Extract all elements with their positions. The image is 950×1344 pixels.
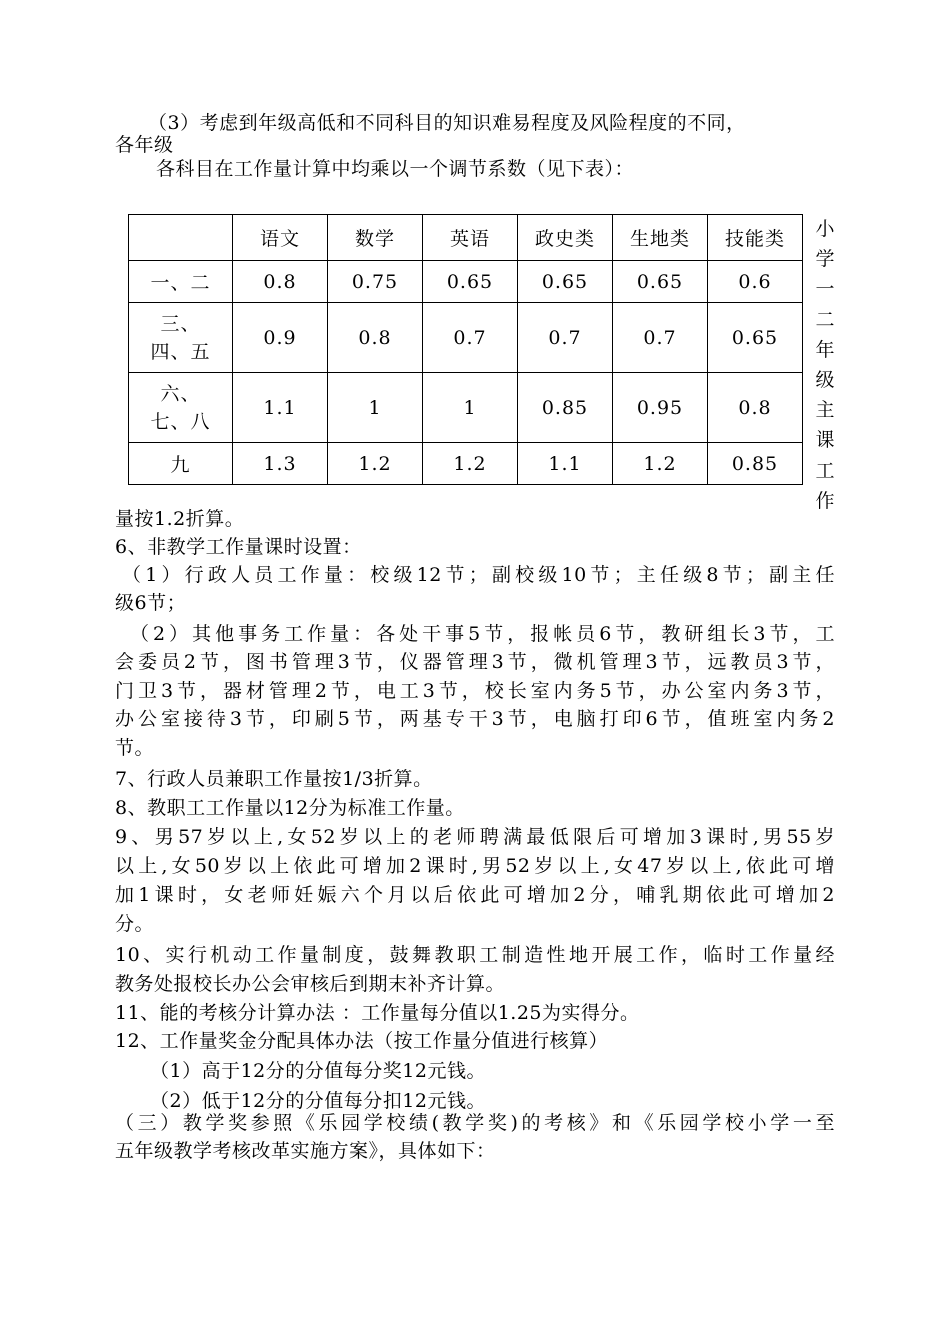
item9-line1: 9、男57岁以上,女52岁以上的老师聘满最低限后可增加3课时,男55岁: [115, 826, 835, 848]
item10-line2: 教务处报校长办公会审核后到期末补齐计算。: [115, 973, 506, 995]
side-note-char: 年: [815, 338, 835, 361]
value-cell: 0.85: [708, 443, 803, 485]
item6-p1-line1: （1）行政人员工作量：校级12节；副校级10节；主任级8节；副主任: [122, 564, 835, 586]
side-note-char: 一: [815, 278, 835, 301]
value-cell: 1.2: [328, 443, 423, 485]
side-note-char: 学: [815, 248, 835, 271]
item6-p2-line1: （2）其他事务工作量：各处干事5节，报帐员6节，教研组长3节，工: [130, 623, 835, 645]
side-note-char: 二: [815, 308, 835, 331]
item12-sub2: （2）低于12分的分值每分扣12元钱。: [150, 1090, 486, 1112]
value-cell: 0.8: [233, 261, 328, 303]
table-row: [129, 303, 803, 373]
item7-text: 7、行政人员兼职工作量按1/3折算。: [115, 768, 433, 790]
intro-line-3: 各科目在工作量计算中均乘以一个调节系数（见下表）：: [156, 158, 635, 180]
value-cell: 0.85: [518, 373, 613, 443]
value-cell: 1.2: [423, 443, 518, 485]
table-row: [129, 373, 803, 443]
value-cell: 0.75: [328, 261, 423, 303]
item9-line2: 以上,女50岁以上依此可增加2课时,男52岁以上,女47岁以上,依此可增: [115, 855, 835, 877]
side-note-vertical: [812, 214, 838, 516]
item6-p2-line5: 节。: [115, 737, 155, 759]
table-header-row: [129, 215, 803, 261]
intro-line-1: （3）考虑到年级高低和不同科目的知识难易程度及风险程度的不同，: [148, 112, 746, 134]
side-note-char: 作: [815, 489, 835, 512]
header-cell-math: 数学: [328, 215, 423, 261]
coefficient-table: [128, 214, 803, 485]
item11-text: 11、能的考核分计算办法 ：工作量每分值以1.25为实得分。: [115, 1002, 640, 1024]
value-cell: 0.7: [518, 303, 613, 373]
header-cell-english: 英语: [423, 215, 518, 261]
value-cell: 0.65: [423, 261, 518, 303]
side-note-char: 课: [815, 429, 835, 452]
value-cell: 0.65: [708, 303, 803, 373]
item6-p2-line3: 门卫3节，器材管理2节，电工3节，校长室内务5节，办公室内务3节，: [115, 680, 835, 702]
value-cell: 0.7: [613, 303, 708, 373]
side-note-char: 级: [815, 369, 835, 392]
section3-line2: 五年级教学考核改革实施方案》，具体如下：: [115, 1140, 496, 1162]
item6-p2-line2: 会委员2节，图书管理3节，仪器管理3节，微机管理3节，远教员3节，: [115, 651, 835, 673]
item12-title: 12、工作量奖金分配具体办法（按工作量分值进行核算）: [115, 1030, 609, 1052]
value-cell: 0.8: [328, 303, 423, 373]
grade-cell: 一、二: [129, 261, 233, 303]
value-cell: 1: [328, 373, 423, 443]
value-cell: 1: [423, 373, 518, 443]
item9-line3: 加1课时，女老师妊娠六个月以后依此可增加2分，哺乳期依此可增加2: [115, 884, 835, 906]
item6-title: 6、非教学工作量课时设置：: [115, 536, 362, 558]
value-cell: 0.95: [613, 373, 708, 443]
value-cell: 0.65: [613, 261, 708, 303]
value-cell: 1.1: [233, 373, 328, 443]
item8-text: 8、教职工工作量以12分为标准工作量。: [115, 797, 465, 819]
header-cell-politics-history: 政史类: [518, 215, 613, 261]
item9-line4: 分。: [115, 913, 155, 935]
header-cell-skills: 技能类: [708, 215, 803, 261]
value-cell: 1.3: [233, 443, 328, 485]
value-cell: 0.65: [518, 261, 613, 303]
header-cell-chinese: 语文: [233, 215, 328, 261]
header-cell-empty: [129, 215, 233, 261]
section3-line1: （三）教学奖参照《乐园学校绩(教学奖)的考核》和《乐园学校小学一至: [115, 1112, 835, 1134]
table-row: [129, 261, 803, 303]
item6-p1-line2: 级6节；: [115, 592, 187, 614]
side-note-char: 工: [815, 459, 835, 482]
value-cell: 0.7: [423, 303, 518, 373]
intro-line-2: 各年级: [115, 134, 174, 156]
item6-p2-line4: 办公室接待3节，印刷5节，两基专干3节，电脑打印6节，值班室内务2: [115, 708, 835, 730]
table-row: [129, 443, 803, 485]
grade-cell: 九: [129, 443, 233, 485]
header-cell-bio-geo: 生地类: [613, 215, 708, 261]
item10-line1: 10、实行机动工作量制度，鼓舞教职工制造性地开展工作，临时工作量经: [115, 944, 835, 966]
value-cell: 0.8: [708, 373, 803, 443]
value-cell: 1.1: [518, 443, 613, 485]
value-cell: 1.2: [613, 443, 708, 485]
grade-cell: 六、七、八: [129, 373, 233, 443]
side-note-char: 小: [815, 218, 835, 240]
grade-cell: 三、四、五: [129, 303, 233, 373]
after-table-text: 量按1.2折算。: [115, 508, 245, 530]
value-cell: 0.9: [233, 303, 328, 373]
side-note-char: 主: [815, 399, 835, 422]
item12-sub1: （1）高于12分的分值每分奖12元钱。: [150, 1060, 486, 1082]
value-cell: 0.6: [708, 261, 803, 303]
